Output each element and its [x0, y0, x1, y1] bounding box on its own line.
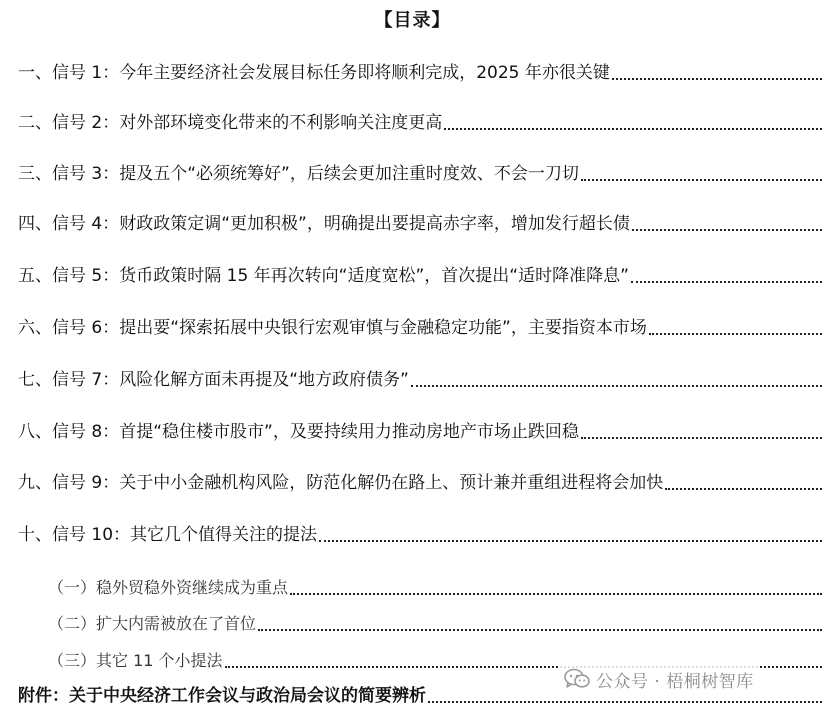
- dot-leader: [581, 437, 822, 439]
- toc-subitem-label: （三）其它 11 个小提法: [48, 651, 223, 670]
- dot-leader: [665, 488, 822, 490]
- toc-item-5[interactable]: [18, 264, 822, 288]
- toc-item-label: 五、信号 5：货币政策时隔 15 年再次转向“适度宽松”，首次提出“适时降准降息”: [18, 266, 629, 286]
- toc-item-8[interactable]: [18, 420, 822, 444]
- toc-item-label: 七、信号 7：风险化解方面未再提及“地方政府债务”: [18, 370, 409, 390]
- toc-item-7[interactable]: [18, 368, 822, 392]
- dot-leader: [631, 281, 822, 283]
- toc-subitem-label: （二）扩大内需被放在了首位: [48, 614, 257, 633]
- dot-leader: [612, 78, 822, 80]
- watermark-text: 公众号 · 梧桐树智库: [596, 671, 754, 692]
- toc-item-label: 六、信号 6：提出要“探索拓展中央银行宏观审慎与金融稳定功能”，主要指资本市场: [18, 318, 647, 338]
- toc-title: 【目录】: [374, 10, 451, 31]
- toc-item-label: 九、信号 9：关于中小金融机构风险，防范化解仍在路上、预计兼并重组进程将会加快: [18, 473, 664, 493]
- dot-leader: [428, 701, 822, 703]
- toc-item-4[interactable]: [18, 212, 822, 236]
- dot-leader: [649, 333, 822, 335]
- toc-subitem-label: （一）稳外贸稳外资继续成为重点: [48, 578, 289, 597]
- toc-item-label: 八、信号 8：首提“稳住楼市股市”，及要持续用力推动房地产市场止跌回稳: [18, 422, 579, 442]
- toc-subitem-2[interactable]: [48, 612, 822, 636]
- toc-item-label: 一、信号 1：今年主要经济社会发展目标任务即将顺利完成，2025 年亦很关键: [18, 63, 610, 83]
- watermark: [560, 664, 760, 694]
- dot-leader: [444, 128, 822, 130]
- dot-leader: [411, 385, 822, 387]
- dot-leader: [290, 593, 822, 595]
- dot-leader: [258, 629, 822, 631]
- dot-leader: [581, 179, 822, 181]
- toc-item-label: 四、信号 4：财政政策定调“更加积极”，明确提出要提高赤字率，增加发行超长债: [18, 214, 630, 234]
- toc-item-9[interactable]: [18, 471, 822, 495]
- dot-leader: [632, 229, 822, 231]
- toc-appendix-label: 附件：关于中央经济工作会议与政治局会议的简要辨析: [18, 686, 426, 706]
- wechat-icon: [564, 668, 590, 690]
- toc-item-6[interactable]: [18, 316, 822, 340]
- toc-item-2[interactable]: [18, 111, 822, 135]
- toc-item-label: 三、信号 3：提及五个“必须统筹好”，后续会更加注重时度效、不会一刀切: [18, 164, 579, 184]
- toc-item-label: 十、信号 10：其它几个值得关注的提法: [18, 525, 318, 545]
- toc-item-3[interactable]: [18, 162, 822, 186]
- toc-item-1[interactable]: [18, 61, 822, 85]
- dot-leader: [319, 540, 822, 542]
- toc-item-10[interactable]: [18, 523, 822, 547]
- toc-subitem-1[interactable]: [48, 576, 822, 600]
- toc-item-label: 二、信号 2：对外部环境变化带来的不利影响关注度更高: [18, 113, 443, 133]
